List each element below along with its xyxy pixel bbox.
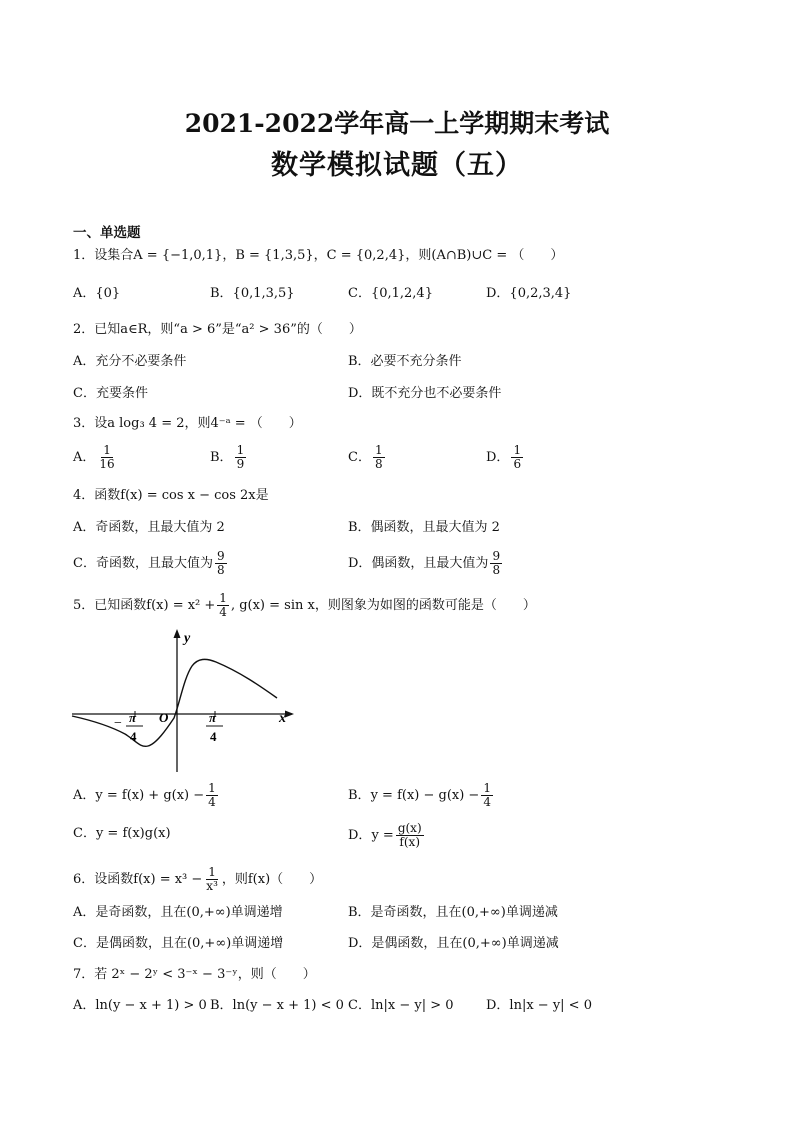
q2-option-a: A．充分不必要条件 (73, 354, 187, 369)
origin-label: O (159, 710, 169, 725)
q3-option-a-label: A． (73, 450, 96, 465)
q6-stem-fraction (204, 866, 220, 893)
neg-sign: − (114, 716, 122, 731)
q3-option-a (73, 444, 119, 471)
x-axis-label: x (279, 711, 286, 726)
numerator: 1 (513, 443, 522, 457)
exam-title: 2021-2022学年高一上学期期末考试 (184, 109, 610, 138)
question-4-stem: 4．函数f(x) = cos x − cos 2x是 (73, 488, 269, 503)
numerator: 9 (492, 549, 501, 563)
q4-option-b: B．偶函数，且最大值为 2 (348, 520, 500, 535)
denominator: 9 (236, 457, 245, 471)
q1-option-a: A．{0} (73, 286, 121, 301)
q3-option-c-label: C． (348, 450, 371, 465)
q5-option-a-label: A． (73, 788, 96, 803)
q7-option-d: D．ln|x − y| < 0 (486, 998, 592, 1013)
q5-stem-f: f(x) = x² + (146, 598, 216, 613)
denominator: 4 (208, 795, 216, 809)
question-2-stem: 2．已知a∈R，则“a > 6”是“a² > 36”的（ ） (73, 322, 362, 337)
numerator: 9 (216, 549, 225, 563)
question-5-stem (73, 592, 536, 619)
numerator: 1 (374, 443, 383, 457)
section-heading: 一、单选题 (73, 225, 141, 241)
q4-option-c-fraction (215, 550, 227, 577)
denominator: 8 (374, 457, 383, 471)
q2-option-c: C．充要条件 (73, 386, 148, 401)
q5-option-d-fraction (396, 822, 424, 849)
q3-option-b (210, 444, 248, 471)
q3-option-b-fraction (235, 444, 247, 471)
q4-option-d-text: D．偶函数，且最大值为 (348, 556, 489, 571)
q6-option-c: C．是偶函数，且在(0,+∞)单调递增 (73, 936, 284, 951)
neg-den-label: 4 (130, 729, 137, 744)
q2-option-d: D．既不充分也不必要条件 (348, 386, 502, 401)
q3-option-d (486, 444, 525, 471)
q7-option-c: C．ln|x − y| > 0 (348, 998, 454, 1013)
numerator: 1 (236, 443, 245, 457)
numerator: 1 (219, 591, 227, 605)
q3-option-c-fraction (373, 444, 385, 471)
y-axis-arrow (174, 629, 181, 638)
q3-option-d-fraction (511, 444, 523, 471)
q1-option-d: D．{0,2,3,4} (486, 286, 572, 301)
q5-option-b-fraction (481, 782, 493, 809)
q5-option-c (73, 824, 171, 844)
q2-option-b: B．必要不充分条件 (348, 354, 462, 369)
neg-pi-label: π (129, 710, 137, 725)
q4-option-d (348, 550, 504, 577)
denominator: 6 (513, 457, 522, 471)
q4-option-c (73, 550, 229, 577)
q4-option-a: A．奇函数，且最大值为 2 (73, 520, 225, 535)
q5-stem-fraction (217, 592, 229, 619)
numerator: 1 (208, 865, 216, 879)
denominator: x³ (206, 879, 218, 893)
q5-option-a-fraction (206, 782, 218, 809)
question-3-stem: 3．设a log₃ 4 = 2，则4⁻ᵃ = （ ） (73, 416, 302, 431)
q5-option-a (73, 782, 220, 809)
denominator: 8 (216, 563, 225, 577)
q1-option-b: B．{0,1,3,5} (210, 286, 295, 301)
numerator: 1 (103, 443, 111, 457)
q1-option-c: C．{0,1,2,4} (348, 286, 433, 301)
denominator: 4 (219, 605, 227, 619)
exam-subtitle: 数学模拟试题（五） (271, 150, 523, 181)
denominator: 4 (483, 795, 491, 809)
question-7-stem: 7．若 2ˣ − 2ʸ < 3⁻ˣ − 3⁻ʸ，则（ ） (73, 967, 316, 982)
pos-den-label: 4 (210, 729, 217, 744)
q5-option-d-label: D． (348, 828, 372, 843)
function-curve (72, 659, 277, 746)
x-axis-arrow (285, 711, 294, 718)
q6-stem-pre: 6．设函数f(x) = x³ − (73, 872, 203, 887)
q5-option-d-expr: y = (371, 828, 394, 843)
q7-option-a: A．ln(y − x + 1) > 0 (73, 998, 207, 1013)
q3-option-d-label: D． (486, 450, 510, 465)
q5-option-d (348, 822, 426, 849)
q5-option-b-expr: y = f(x) − g(x) − (370, 788, 480, 803)
q5-option-b-label: B． (348, 788, 371, 803)
q6-option-d: D．是偶函数，且在(0,+∞)单调递减 (348, 936, 559, 951)
q5-stem-pre: 5．已知函数 (73, 598, 147, 613)
numerator: 1 (483, 781, 491, 795)
question-1-stem: 1．设集合A = {−1,0,1}，B = {1,3,5}，C = {0,2,4}，则(A∩B)∪C = （ ） (73, 248, 564, 263)
q6-option-a: A．是奇函数，且在(0,+∞)单调递增 (73, 905, 283, 920)
q3-option-c (348, 444, 387, 471)
y-axis-label: y (184, 631, 191, 646)
denominator: 8 (492, 563, 501, 577)
q4-option-c-text: C．奇函数，且最大值为 (73, 556, 213, 571)
q6-stem-post: ，则f(x)（ ） (221, 872, 323, 887)
numerator: 1 (208, 781, 216, 795)
q4-option-d-fraction (490, 550, 502, 577)
q5-option-a-expr: y = f(x) + g(x) − (95, 788, 205, 803)
denominator: 16 (99, 457, 115, 471)
q5-stem-post: , g(x) = sin x，则图象为如图的函数可能是（ ） (230, 598, 536, 613)
numerator: g(x) (397, 821, 422, 835)
q3-option-a-fraction (97, 444, 116, 471)
question-6-stem (73, 866, 322, 893)
q5-option-c-expr: y = f(x)g(x) (95, 826, 171, 841)
pos-pi-label: π (209, 710, 217, 725)
q6-option-b: B．是奇函数，且在(0,+∞)单调递减 (348, 905, 558, 920)
q5-option-b (348, 782, 495, 809)
q5-option-c-label: C． (73, 826, 96, 841)
q3-option-b-label: B． (210, 450, 233, 465)
q7-option-b: B．ln(y − x + 1) < 0 (210, 998, 344, 1013)
denominator: f(x) (399, 835, 420, 849)
function-graph (70, 622, 300, 777)
